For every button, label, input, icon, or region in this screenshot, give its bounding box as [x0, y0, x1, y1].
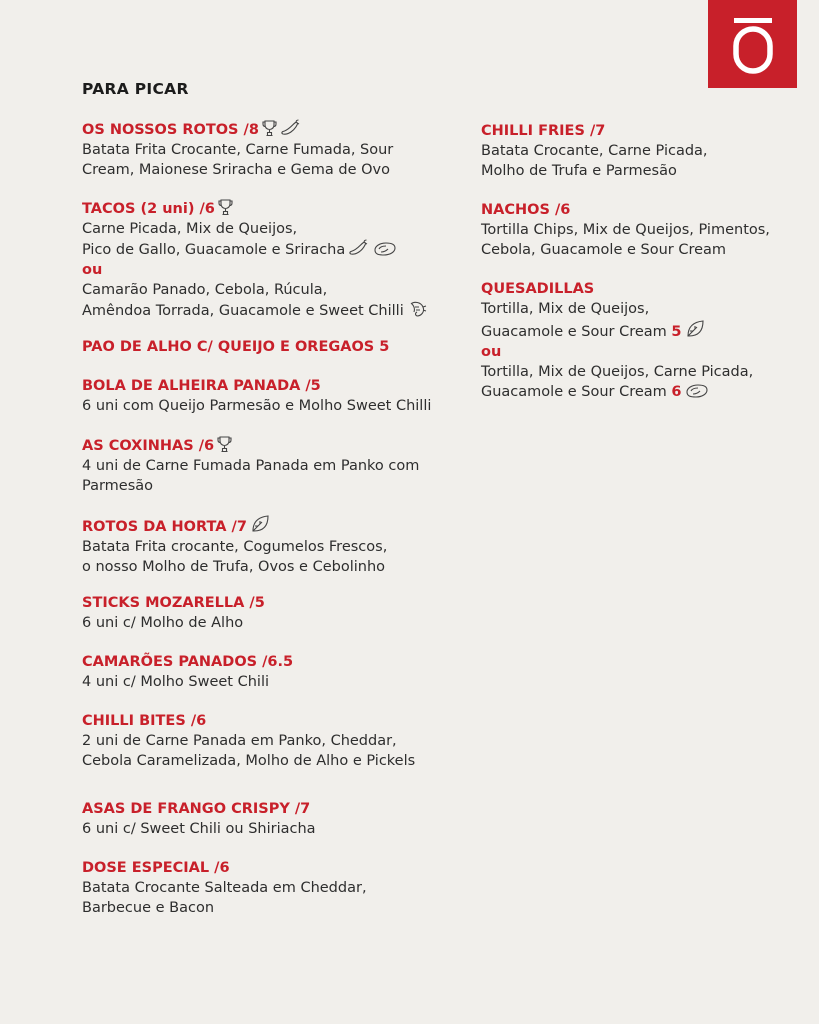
item-description: Guacamole e Sour Cream 5	[481, 319, 811, 342]
item-description: Camarão Panado, Cebola, Rúcula,	[82, 282, 328, 298]
item-name: TACOS (2 uni) /6	[82, 198, 462, 219]
menu-item	[82, 435, 462, 496]
chili-icon	[348, 239, 370, 257]
item-description: Cebola, Guacamole e Sour Cream	[481, 242, 727, 258]
item-name: AS COXINHAS /6	[82, 435, 462, 456]
item-description: 2 uni de Carne Panada em Panko, Cheddar,	[82, 733, 397, 749]
item-description: 6 uni c/ Sweet Chili ou Shiriacha	[82, 821, 316, 837]
item-description: 6 uni c/ Molho de Alho	[82, 615, 244, 631]
item-description: Pico de Gallo, Guacamole e Sriracha	[82, 239, 462, 260]
menu-item	[82, 119, 462, 180]
menu-item	[82, 376, 462, 416]
item-description: Batata Frita crocante, Cogumelos Frescos,	[82, 539, 388, 555]
item-name: QUESADILLAS	[481, 281, 595, 297]
item-description: 4 uni c/ Molho Sweet Chili	[82, 674, 269, 690]
item-description: Parmesão	[82, 478, 154, 494]
or-separator: ou	[82, 262, 103, 278]
logo-mark-icon	[708, 0, 797, 88]
item-description: Tortilla, Mix de Queijos,	[481, 301, 650, 317]
item-name: OS NOSSOS ROTOS /8	[82, 119, 462, 140]
item-description: 4 uni de Carne Fumada Panada em Panko com	[82, 458, 420, 474]
leaf-icon	[250, 514, 270, 534]
meat-icon	[373, 241, 397, 257]
item-description: Tortilla Chips, Mix de Queijos, Pimentos,	[481, 222, 770, 238]
menu-item	[82, 337, 462, 357]
item-description: Amêndoa Torrada, Guacamole e Sweet Chilli	[82, 300, 462, 321]
item-name: PAO DE ALHO C/ QUEIJO E OREGAOS 5	[82, 339, 390, 355]
section-title: PARA PICAR	[82, 80, 189, 98]
item-price: 5	[671, 324, 682, 340]
menu-item	[82, 593, 462, 633]
item-description: Guacamole e Sour Cream 6	[481, 382, 811, 402]
menu-item	[82, 198, 462, 321]
item-name: BOLA DE ALHEIRA PANADA /5	[82, 378, 321, 394]
item-description: Carne Picada, Mix de Queijos,	[82, 221, 298, 237]
item-description: Tortilla, Mix de Queijos, Carne Picada,	[481, 364, 754, 380]
item-description: 6 uni com Queijo Parmesão e Molho Sweet Chilli	[82, 398, 432, 414]
trophy-icon	[218, 198, 233, 216]
item-name: NACHOS /6	[481, 202, 571, 218]
shrimp-icon	[407, 300, 427, 318]
item-name: STICKS MOZARELLA /5	[82, 595, 265, 611]
brand-logo	[708, 0, 797, 88]
item-description: Batata Frita Crocante, Carne Fumada, Sour	[82, 142, 394, 158]
menu-item	[481, 200, 811, 260]
or-separator: ou	[481, 344, 502, 360]
item-description: Cebola Caramelizada, Molho de Alho e Pickels	[82, 753, 416, 769]
item-name: DOSE ESPECIAL /6	[82, 860, 230, 876]
leaf-icon	[685, 319, 705, 339]
menu-item	[82, 799, 462, 839]
item-name: CHILLI FRIES /7	[481, 123, 606, 139]
item-description: o nosso Molho de Trufa, Ovos e Cebolinho	[82, 559, 386, 575]
item-name: ASAS DE FRANGO CRISPY /7	[82, 801, 311, 817]
item-description: Batata Crocante Salteada em Cheddar,	[82, 880, 367, 896]
meat-icon	[685, 383, 709, 399]
item-name: CAMARÕES PANADOS /6.5	[82, 654, 294, 670]
item-description: Cream, Maionese Sriracha e Gema de Ovo	[82, 162, 391, 178]
menu-item	[82, 514, 462, 577]
menu-item	[82, 858, 462, 918]
trophy-icon	[262, 119, 277, 137]
trophy-icon	[217, 435, 232, 453]
item-price: 6	[671, 384, 682, 400]
item-description: Batata Crocante, Carne Picada,	[481, 143, 708, 159]
item-name: CHILLI BITES /6	[82, 713, 207, 729]
menu-item	[82, 711, 462, 771]
item-name: ROTOS DA HORTA /7	[82, 514, 462, 537]
menu-item	[82, 652, 462, 692]
menu-item	[481, 279, 811, 402]
item-description: Molho de Trufa e Parmesão	[481, 163, 677, 179]
chili-icon	[280, 119, 302, 137]
menu-item	[481, 121, 811, 181]
item-description: Barbecue e Bacon	[82, 900, 215, 916]
